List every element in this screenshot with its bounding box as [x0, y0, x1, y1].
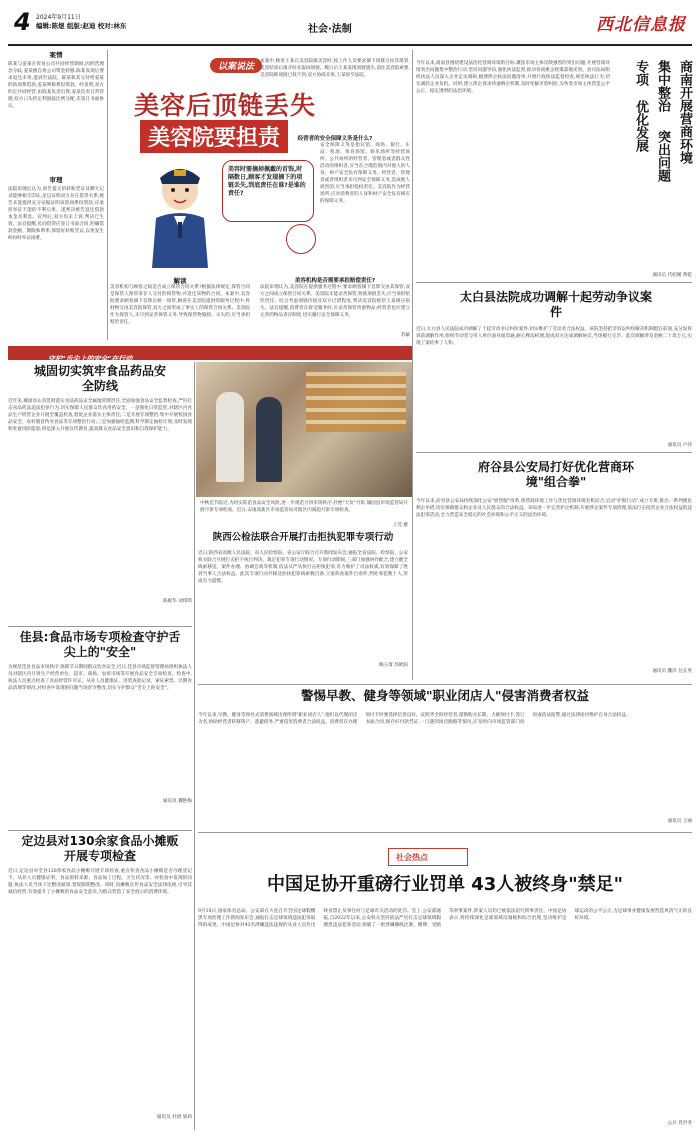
case-heading: 案情 — [49, 51, 63, 59]
safety-duty-body: 安全保障义务是指宾馆、商场、银行、车站、机场、体育场馆、娱乐场所等经营场所、公共场所的经营者、管理者或者群众性活动的组织者,应当在合理范围内对他人的人身、财产安全负有保障义务。经营者、管理者或者组织者未尽到安全保障义务,造成他人损害的,应当承担侵权责任。美容院作为经营场所,应对消费者的人身和财产安全负有相应的保障义务。 — [320, 143, 410, 204]
chenggu-story — [8, 364, 192, 624]
shaanxi-title: 陕西公检法联合开展打击拒执犯罪专项行动 — [212, 532, 394, 543]
shangnan-title-part: 突出问题 — [655, 130, 670, 182]
shaanxi-body: 近日,陕西省高级人民法院、省人民检察院、省公安厅联合召开新闻发布会,通报全省法院、检察院、公安机关联合开展打击拒不执行判决、裁定犯罪专项行动情况。专项行动期间,三部门加强协作配合,建立健全线索移送、案件办理、协调会商等机制,依法从严从快打击拒执犯罪,有力维护了司法权威,有效保障了胜诉当事人合法权益。此次专项行动共移送拒执犯罪线索数百条,立案侦查案件百余件,判处罪犯数十人,形成有力震慑。 — [198, 551, 408, 584]
dingbian-body: 近日,定边县对全县130余家食品小摊贩开展专项检查,重点检查食品小摊贩是否办理登记卡、从业人员健康证明、食品原料来源、食品加工过程、卫生状况等。对检查中发现的问题,执法人员当场下达整改通知,督促限期整改。同时,向摊贩宣传食品安全法律法规,引导其诚信经营,有效提升了小摊贩的食品安全意识,为群众营造了安全放心的消费环境。 — [8, 869, 192, 895]
subhead-safety-duty: 经营者的安全保障义务是什么? — [297, 136, 373, 142]
rule — [198, 684, 692, 685]
police-cartoon-illustration — [140, 160, 220, 270]
question-badge — [286, 224, 316, 254]
liability-body: 法院审理认为,美容院在提供服务过程中,要求顾客摘下首饰交由其保管,双方之间成立保管合同关系。美容院未能妥善保管,致使项链丢失,应当承担赔偿责任。综合考虑项链价值及双方过错程度,判决美容院赔偿王某相应损失。法官提醒,消费者在接受服务时,应妥善保管贵重物品;经营者也应建立完善的物品寄存制度,切实履行安全保障义务。 — [260, 285, 410, 318]
shangnan-title-part: 商南开展营商环境 — [677, 60, 692, 164]
main-story — [110, 50, 410, 340]
story-credit: 苏颖 — [400, 333, 410, 338]
photo-shelf — [306, 372, 406, 432]
trial-heading: 审理 — [49, 176, 63, 184]
explain-body: 美容机构与顾客之间是否成立保管合同关系?根据法律规定,保管合同是保管人保管寄存人交付的保管物,并返还该物的合同。本案中,美容院要求顾客摘下首饰后统一保管,顾客在美容院提供的服务过程中,将财物交由美容院保管,双方之间形成了事实上的保管合同关系。美容院作为保管人,未尽到妥善保管义务,导致保管物毁损、灭失的,应当承担赔偿责任。 — [110, 285, 250, 325]
callout-bubble — [222, 160, 314, 222]
shaanxi-credit: 陶玉琦 苏欧阳 — [378, 663, 408, 668]
food-safety-band — [8, 346, 412, 363]
left-case-column — [8, 50, 104, 340]
taibai-body: 近日,太白县人民法院成功调解了十起劳动争议纠纷案件,切实维护了劳动者合法权益。该院坚持把非诉讼纠纷解决机制挺在前面,充分发挥诉前调解作用,组织劳动者与用人单位面对面沟通,耐心释法析理,促成双方达成调解协议,当场履行完毕。此次调解涉及金额二十余万元,实现了案结事了人和。 — [416, 327, 692, 346]
trial-paragraph: 法院审理后认为,原告提交的转账凭证及聊天记录能够相互印证,足以证明双方存在借贷关系,被告未能提供充分证据证明该款项系投资款,应承担举证不能的不利后果。遂判决被告返还借款本金及利息。宣判后,双方均未上诉,判决已生效。法官提醒,民间借贷应签订书面合同,明确借款金额、期限和利率,保留好转账凭证,以免发生纠纷时举证困难。 — [8, 187, 104, 241]
jiaxian-story — [8, 630, 192, 830]
right-column — [416, 50, 692, 680]
photo-credit: 王莞 摄 — [392, 523, 408, 528]
header-rule — [8, 44, 692, 46]
jiaxian-body: 为规范佳县食品市场秩序,保障节日期间群众饮食安全,近日,佳县市场监督管理局组织执法人员对辖区内月饼生产经营单位、超市、商场、农贸市场等开展食品安全专项检查。检查中,执法人员重点检查了食品经营许可证、从业人员健康证、进货查验记录、索证索票、过期食品清理等情况,对检查中发现的问题当场责令整改,切实守护群众"舌尖上的安全"。 — [8, 665, 192, 691]
chenggu-credit: 陈妮华 刘琪琪 — [162, 599, 192, 604]
football-body: 9月10日,国家体育总局、公安部在大连召开全国足球假赌黑专项治理工作新闻发布会,通报打击足球领域违法犯罪取得的成果。中国足协对43名涉嫌违法违规的从业人员作出终身禁止从事任何与足球有关活动的处罚。会上,公安部通报,自2022年以来,公安机关坚持依法严厉打击足球领域假赌黑违法犯罪活动,侦破了一批涉嫌操纵比赛、赌博、受贿等刑事案件,涉案人员均已被依法追究刑事责任。中国足协表示,将持续深化足球领域反腐败和综合治理,坚决维护足球运动的公平公正,为足球事业健康发展营造风清气正的良好环境。 — [198, 909, 692, 928]
photo-person — [256, 397, 282, 482]
page-number: 4 — [14, 8, 31, 36]
photo-person — [216, 392, 244, 482]
story-title-1: 美容后顶链丢失 — [134, 91, 317, 120]
dingbian-story — [8, 834, 192, 1130]
jiaxian-credit: 通讯员 魏艳梅 — [162, 799, 192, 804]
shangnan-title-part: 集中整治 — [655, 60, 670, 112]
rule — [416, 452, 692, 453]
case-paragraph: 陈某与姜某在贸易公司共同经营期间,因经营理念分歧,姜某擅自将公司资金转移,陈某发现后要求返还未果,遂诉至法院。陈某称其交付给姜某的款项系借款,姜某则称系投资款。经查明,双方约定共同经营,由陈某负责出资,姜某负责日常管理,双方口头约定利润按比例分配,未签订书面协议。 — [8, 62, 104, 109]
shangnan-title-part: 优化发展 — [633, 100, 648, 152]
masthead-logo: 西北信息报 — [596, 15, 686, 35]
shaanxi-story — [198, 530, 408, 670]
alert-body: 今年以来,早教、健身等预付式消费领域出现所谓"职业闭店人",他们以代理闭店为名,协助经营者转移资产、逃避债务,严重侵害消费者合法权益。消费者在办理预付卡时要选择信誉良好、证照齐全的经营者,谨慎购买长期、大额预付卡,签订书面合同,保存好付款凭证,一旦遇到闭店跑路等情况,应及时向市场监管部门投诉或依法报警,通过法律途径维护自身合法权益。 — [198, 713, 631, 725]
photo-caption: 中秋佳节临近,为切实防范食品安全风险,进一步规范月饼市场秩序,杜绝"天价"月饼,城固县市场监管局开展月饼专项检查。近日,安康高新区市场监管局对辖区内商超月饼专项检查。 — [200, 501, 408, 513]
story-kicker: 以案说法 — [210, 58, 262, 73]
chenggu-title: 城固切实筑牢食品药品安全防线 — [33, 364, 166, 393]
page-header — [8, 6, 692, 46]
fugu-title: 府谷县公安局打好优化营商环境"组合拳" — [477, 460, 634, 489]
food-divider — [194, 362, 195, 1130]
taibai-credit: 通讯员 卢萍 — [667, 443, 692, 448]
col-divider — [107, 50, 108, 340]
jiaxian-title: 佳县:食品市场专项检查守护舌尖上的"安全" — [19, 630, 181, 659]
rule — [8, 830, 192, 831]
alert-credit: 通讯员 王丽 — [667, 819, 692, 824]
callout-text: 美容时需摘掉佩戴的首饰,时隔数日,顾客才发现摘下的项链丢失,到底责任在谁?是谁的责任? — [228, 166, 306, 197]
fugu-credit: 通讯员 魏洋 任长英 — [652, 669, 692, 674]
shangnan-body: 今年以来,商南县围绕建设法治化营商环境的目标,聚焦市场主体反映强烈的突出问题,开展营商环境突出问题集中整治行动,坚持问题导向,强化执法监督,推动各项惠企政策落地见效。县司法局组织执法人员深入企业走访调研,梳理涉企执法问题清单,开展行政执法监督检查,规范执法行为,切实减轻企业负担。同时,建立涉企诉求快速响应机制,及时化解矛盾纠纷,为各类市场主体营造公平公正、稳定透明的法治环境。 — [416, 61, 610, 94]
right-divider — [412, 50, 413, 680]
taibai-title: 太白县法院成功调解十起劳动争议案件 — [459, 290, 652, 319]
fugu-body: 今年以来,府谷县公安局持续深化公安"放管服"改革,将营商环境工作与优化营商环境有机结合,启动"护航行动",成立专班,推出一系列便民利企举措,切实保障群众和企业及人民群众的合法权益。该局进一步完善护企机制,开展涉企案件专项清理,依法打击侵害企业合法权益的违法犯罪活动,全力营造安全稳定的社会环境和公平正义的法治环境。 — [416, 499, 692, 518]
alert-title: 警惕早教、健身等领域"职业闭店人"侵害消费者权益 — [300, 688, 590, 703]
shangnan-title-part: 专项 — [633, 60, 648, 86]
story-intro: 本案中,顾客王某在美容院做美容时,按工作人员要求摘下项链交由其保管,美容结束后离开时未取回项链。数日后王某发现项链遗失,前往美容院索要,美容院称项链已找不到,双方协商未果,王某诉至法院。 — [260, 59, 410, 78]
rule — [416, 282, 692, 283]
dingbian-credit: 通讯员 杜倩 梁莉 — [156, 1115, 192, 1120]
page-date: 2024年9月11日 — [36, 14, 81, 21]
rule — [198, 832, 692, 833]
hot-topic-kicker: 社会热点 — [396, 853, 428, 862]
dingbian-title: 定边县对130余家食品小摊贩开展专项检查 — [21, 834, 179, 863]
football-credit: 公兵 肖世尧 — [667, 1121, 692, 1126]
market-inspection-photo — [196, 362, 412, 497]
story-title-2: 美容院要担责 — [140, 120, 288, 153]
band-text: 守护"舌尖上的安全"在行动 — [48, 355, 133, 363]
explain-label: 解读 — [173, 277, 187, 285]
page-editors: 编辑:陈煜 组版:赵迪 校对:林东 — [36, 22, 127, 30]
rule — [8, 626, 192, 627]
subhead-liability: 美容机构是否需要承担赔偿责任? — [294, 278, 376, 284]
section-title: 社会·法制 — [308, 24, 352, 35]
shangnan-credit: 通讯员 代绍刚 黄乾 — [652, 273, 692, 278]
chenggu-body: 近年来,城固县认真贯彻落实食品药品安全属地管理责任,全面加强食品安全监督检查,严厉打击食品药品违法犯罪行为,切实保障人民群众饮食用药安全。一是强化日常监管,对辖区内食品生产经营企业开展全覆盖检查,督促企业落实主体责任;二是开展专项整治,集中开展校园食品安全、农村假冒伪劣食品等专项整治行动;三是加强抽检监测,科学制定抽检计划,及时发现和处置风险隐患;四是深入开展宣传教育,提高群众食品安全意识和自我保护能力。 — [8, 399, 192, 432]
football-title: 中国足协开重磅行业罚单 43人被终身"禁足" — [266, 874, 624, 895]
shangnan-title — [616, 60, 692, 280]
